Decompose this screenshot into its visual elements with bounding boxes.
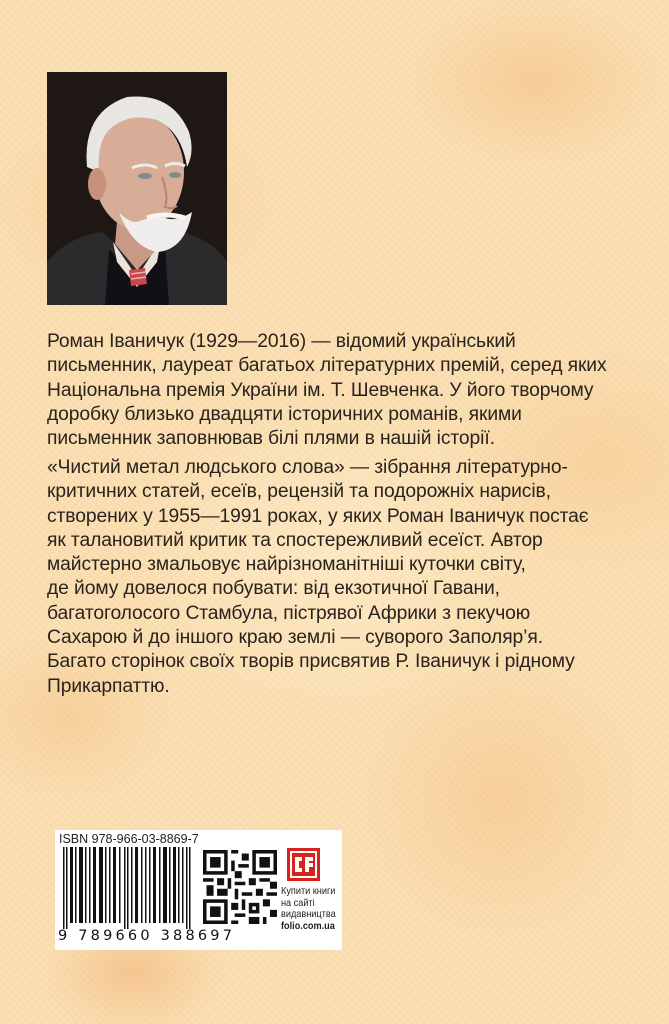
author-photo bbox=[47, 72, 227, 305]
description-line: «Чистий метал людського слова» — зібрання літературно- bbox=[47, 457, 568, 478]
description-line: де йому довелося побувати: від екзотичної Гавани, bbox=[47, 578, 500, 600]
description-line: критичних статей, есеїв, рецензій та подорожніх нарисів, bbox=[47, 481, 551, 503]
buy-line: на сайті bbox=[281, 897, 315, 909]
author-bio bbox=[47, 330, 647, 451]
publisher-site-link[interactable]: folio.com.ua bbox=[281, 920, 335, 932]
description-line: Сахарою й до іншого краю землі — суворого Заполяр’я. bbox=[47, 627, 543, 649]
qr-code-icon[interactable] bbox=[203, 850, 277, 924]
buy-line: Купити книги bbox=[281, 886, 336, 897]
isbn-label: ISBN 978-966-03-8869-7 bbox=[59, 832, 199, 846]
bio-line: письменник, лауреат багатьох літературних премій, серед яких bbox=[47, 355, 607, 377]
publisher-logo-icon bbox=[287, 848, 320, 881]
description-line: багатоголосого Стамбула, пістрявої Африки з пекучою bbox=[47, 602, 531, 624]
buy-line: видавництва bbox=[281, 909, 336, 920]
description-line: як талановитий критик та спостережливий есеїст. Автор bbox=[47, 529, 543, 551]
bio-line: Роман Іваничук (1929—2016) — відомий український bbox=[47, 331, 516, 352]
barcode-icon bbox=[63, 847, 191, 929]
bio-line: доробку близько двадцяти історичних романів, якими bbox=[47, 403, 522, 425]
description-line: створених у 1955—1991 роках, у яких Роман Іваничук постає bbox=[47, 505, 589, 527]
barcode-digits: 9 789660 388697 bbox=[58, 928, 236, 944]
description-line: майстерно змальовує найрізноманітніші куточки світу, bbox=[47, 554, 526, 576]
description-line: Прикарпаттю. bbox=[47, 675, 170, 697]
book-description bbox=[47, 456, 647, 699]
bio-line: Національна премія України ім. Т. Шевченка. У його творчому bbox=[47, 379, 594, 401]
bio-line: письменник заповнював білі плями в нашій історії. bbox=[47, 428, 495, 450]
description-line: Багато сторінок своїх творів присвятив Р. Іваничук і рідному bbox=[47, 651, 575, 673]
isbn-barcode-panel bbox=[55, 830, 342, 950]
buy-online-note bbox=[281, 886, 336, 932]
